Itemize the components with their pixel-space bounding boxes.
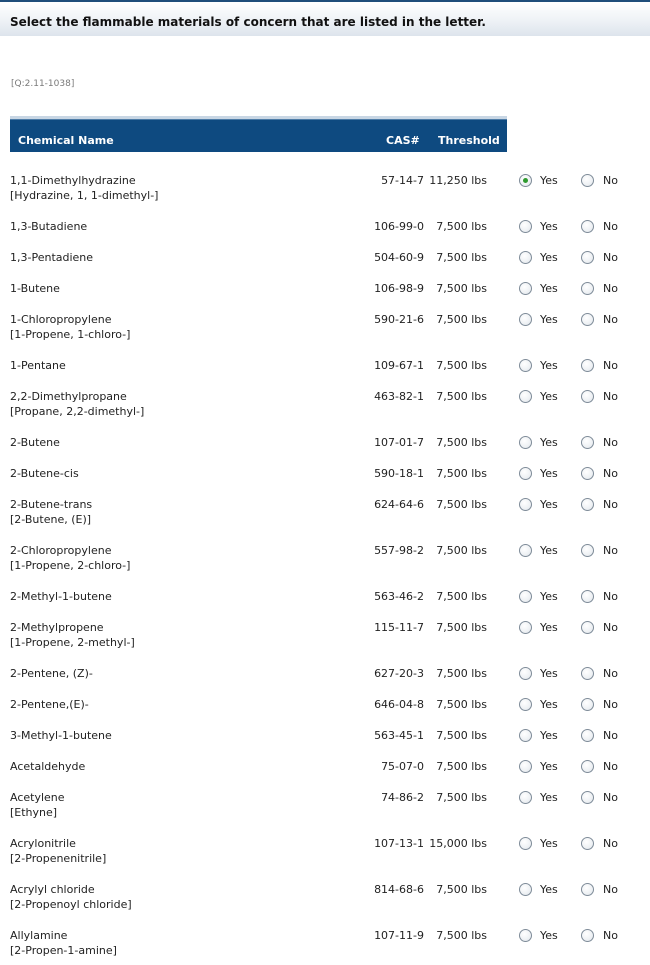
chemical-primary-name: Acetylene <box>10 791 65 804</box>
chemical-primary-name: 2-Methyl-1-butene <box>10 590 112 603</box>
chemical-name <box>10 589 112 604</box>
chemical-name <box>10 389 144 419</box>
chemical-name <box>10 759 85 774</box>
no-radio[interactable] <box>581 760 594 773</box>
yes-radio[interactable] <box>519 498 532 511</box>
threshold-value: 7,500 lbs <box>436 282 487 295</box>
yes-label[interactable]: Yes <box>540 544 558 557</box>
cas-number: 557-98-2 <box>374 544 424 557</box>
chemical-name <box>10 466 79 481</box>
no-label[interactable]: No <box>603 791 618 804</box>
cas-number: 504-60-9 <box>374 251 424 264</box>
yes-radio[interactable] <box>519 791 532 804</box>
yes-label[interactable]: Yes <box>540 220 558 233</box>
threshold-value: 7,500 lbs <box>436 590 487 603</box>
yes-radio[interactable] <box>519 467 532 480</box>
column-header-chemical-name: Chemical Name <box>18 134 114 147</box>
no-radio[interactable] <box>581 544 594 557</box>
yes-label[interactable]: Yes <box>540 698 558 711</box>
chemical-primary-name: 2-Butene <box>10 436 60 449</box>
yes-radio[interactable] <box>519 174 532 187</box>
no-label[interactable]: No <box>603 436 618 449</box>
chemical-name <box>10 928 117 958</box>
no-label[interactable]: No <box>603 313 618 326</box>
cas-number: 107-01-7 <box>374 436 424 449</box>
chemical-primary-name: 2-Methylpropene <box>10 621 104 634</box>
chemical-synonym: [Hydrazine, 1, 1-dimethyl-] <box>10 189 159 202</box>
chemical-primary-name: 1-Chloropropylene <box>10 313 112 326</box>
cas-number: 107-11-9 <box>374 929 424 942</box>
cas-number: 624-64-6 <box>374 498 424 511</box>
chemical-name <box>10 435 60 450</box>
chemical-primary-name: 1,3-Butadiene <box>10 220 88 233</box>
yes-label[interactable]: Yes <box>540 729 558 742</box>
chemical-name <box>10 836 106 866</box>
yes-label[interactable]: Yes <box>540 467 558 480</box>
no-radio[interactable] <box>581 590 594 603</box>
table-header <box>10 119 507 152</box>
chemical-primary-name: Acetaldehyde <box>10 760 86 773</box>
chemical-primary-name: Acrylyl chloride <box>10 883 95 896</box>
threshold-value: 11,250 lbs <box>429 174 487 187</box>
cas-number: 563-45-1 <box>374 729 424 742</box>
chemical-primary-name: 2-Butene-cis <box>10 467 79 480</box>
chemical-primary-name: 2-Butene-trans <box>10 498 93 511</box>
yes-label[interactable]: Yes <box>540 390 558 403</box>
no-radio[interactable] <box>581 174 594 187</box>
no-radio[interactable] <box>581 467 594 480</box>
chemical-synonym: [2-Propenoyl chloride] <box>10 898 132 911</box>
chemical-name <box>10 882 132 912</box>
cas-number: 463-82-1 <box>374 390 424 403</box>
no-radio[interactable] <box>581 837 594 850</box>
chemical-name <box>10 358 66 373</box>
threshold-value: 7,500 lbs <box>436 436 487 449</box>
no-radio[interactable] <box>581 729 594 742</box>
yes-label[interactable]: Yes <box>540 498 558 511</box>
threshold-value: 7,500 lbs <box>436 359 487 372</box>
yes-label[interactable]: Yes <box>540 251 558 264</box>
yes-label[interactable]: Yes <box>540 791 558 804</box>
no-radio[interactable] <box>581 313 594 326</box>
column-header-cas: CAS# <box>386 134 420 147</box>
threshold-value: 7,500 lbs <box>436 791 487 804</box>
chemical-name <box>10 790 65 820</box>
yes-label[interactable]: Yes <box>540 667 558 680</box>
no-radio[interactable] <box>581 220 594 233</box>
yes-radio[interactable] <box>519 390 532 403</box>
chemical-primary-name: 1,3-Pentadiene <box>10 251 94 264</box>
no-label[interactable]: No <box>603 544 618 557</box>
question-id: [Q:2.11-1038] <box>11 79 75 89</box>
yes-label[interactable]: Yes <box>540 760 558 773</box>
yes-radio[interactable] <box>519 436 532 449</box>
threshold-value: 7,500 lbs <box>436 220 487 233</box>
yes-radio[interactable] <box>519 282 532 295</box>
chemical-primary-name: 2-Pentene, (Z)- <box>10 667 93 680</box>
yes-label[interactable]: Yes <box>540 359 558 372</box>
threshold-value: 7,500 lbs <box>436 544 487 557</box>
threshold-value: 7,500 lbs <box>436 698 487 711</box>
chemical-primary-name: 2-Chloropropylene <box>10 544 112 557</box>
yes-radio[interactable] <box>519 760 532 773</box>
cas-number: 75-07-0 <box>381 760 424 773</box>
chemical-primary-name: 1-Butene <box>10 282 60 295</box>
no-label[interactable]: No <box>603 359 618 372</box>
threshold-value: 7,500 lbs <box>436 667 487 680</box>
no-label[interactable]: No <box>603 251 618 264</box>
no-label[interactable]: No <box>603 282 618 295</box>
no-radio[interactable] <box>581 436 594 449</box>
threshold-value: 7,500 lbs <box>436 729 487 742</box>
no-label[interactable]: No <box>603 929 618 942</box>
no-label[interactable]: No <box>603 590 618 603</box>
no-label[interactable]: No <box>603 729 618 742</box>
cas-number: 590-18-1 <box>374 467 424 480</box>
cas-number: 646-04-8 <box>374 698 424 711</box>
cas-number: 814-68-6 <box>374 883 424 896</box>
no-label[interactable]: No <box>603 621 618 634</box>
no-label[interactable]: No <box>603 883 618 896</box>
no-radio[interactable] <box>581 498 594 511</box>
chemical-name <box>10 697 89 712</box>
cas-number: 563-46-2 <box>374 590 424 603</box>
yes-label[interactable]: Yes <box>540 621 558 634</box>
no-radio[interactable] <box>581 359 594 372</box>
cas-number: 106-99-0 <box>374 220 424 233</box>
chemical-name <box>10 250 93 265</box>
no-radio[interactable] <box>581 282 594 295</box>
threshold-value: 7,500 lbs <box>436 929 487 942</box>
threshold-value: 7,500 lbs <box>436 467 487 480</box>
chemical-synonym: [2-Propen-1-amine] <box>10 944 117 957</box>
yes-radio[interactable] <box>519 544 532 557</box>
chemical-synonym: [Propane, 2,2-dimethyl-] <box>10 405 145 418</box>
cas-number: 106-98-9 <box>374 282 424 295</box>
question-header <box>0 0 650 36</box>
yes-label[interactable]: Yes <box>540 174 558 187</box>
yes-label[interactable]: Yes <box>540 282 558 295</box>
cas-number: 57-14-7 <box>381 174 424 187</box>
cas-number: 627-20-3 <box>374 667 424 680</box>
yes-radio[interactable] <box>519 929 532 942</box>
chemical-name <box>10 666 93 681</box>
threshold-value: 7,500 lbs <box>436 760 487 773</box>
yes-label[interactable]: Yes <box>540 590 558 603</box>
threshold-value: 7,500 lbs <box>436 313 487 326</box>
yes-label[interactable]: Yes <box>540 929 558 942</box>
no-radio[interactable] <box>581 698 594 711</box>
no-radio[interactable] <box>581 390 594 403</box>
no-radio[interactable] <box>581 929 594 942</box>
chemical-name <box>10 219 87 234</box>
yes-label[interactable]: Yes <box>540 436 558 449</box>
no-radio[interactable] <box>581 621 594 634</box>
threshold-value: 7,500 lbs <box>436 621 487 634</box>
threshold-value: 7,500 lbs <box>436 883 487 896</box>
no-label[interactable]: No <box>603 467 618 480</box>
chemical-synonym: [1-Propene, 2-chloro-] <box>10 559 131 572</box>
chemical-primary-name: 1,1-Dimethylhydrazine <box>10 174 136 187</box>
yes-label[interactable]: Yes <box>540 837 558 850</box>
cas-number: 590-21-6 <box>374 313 424 326</box>
chemical-name <box>10 281 60 296</box>
chemical-name <box>10 173 158 203</box>
chemical-primary-name: 2,2-Dimethylpropane <box>10 390 127 403</box>
no-label[interactable]: No <box>603 498 618 511</box>
chemical-name <box>10 620 135 650</box>
no-label[interactable]: No <box>603 698 618 711</box>
yes-radio[interactable] <box>519 590 532 603</box>
yes-label[interactable]: Yes <box>540 313 558 326</box>
no-label[interactable]: No <box>603 390 618 403</box>
chemical-synonym: [1-Propene, 1-chloro-] <box>10 328 131 341</box>
threshold-value: 7,500 lbs <box>436 498 487 511</box>
cas-number: 109-67-1 <box>374 359 424 372</box>
yes-radio[interactable] <box>519 313 532 326</box>
no-label[interactable]: No <box>603 837 618 850</box>
chemical-synonym: [2-Butene, (E)] <box>10 513 92 526</box>
yes-radio[interactable] <box>519 220 532 233</box>
yes-radio[interactable] <box>519 837 532 850</box>
chemical-name <box>10 312 130 342</box>
no-label[interactable]: No <box>603 174 618 187</box>
yes-radio[interactable] <box>519 667 532 680</box>
cas-number: 74-86-2 <box>381 791 424 804</box>
yes-radio[interactable] <box>519 621 532 634</box>
threshold-value: 7,500 lbs <box>436 390 487 403</box>
yes-radio[interactable] <box>519 729 532 742</box>
yes-radio[interactable] <box>519 359 532 372</box>
no-label[interactable]: No <box>603 667 618 680</box>
chemical-synonym: [2-Propenenitrile] <box>10 852 107 865</box>
no-label[interactable]: No <box>603 220 618 233</box>
yes-radio[interactable] <box>519 698 532 711</box>
chemical-primary-name: 2-Pentene,(E)- <box>10 698 89 711</box>
threshold-value: 7,500 lbs <box>436 251 487 264</box>
chemical-primary-name: 1-Pentane <box>10 359 66 372</box>
no-radio[interactable] <box>581 883 594 896</box>
cas-number: 115-11-7 <box>374 621 424 634</box>
chemical-primary-name: Allylamine <box>10 929 68 942</box>
chemical-primary-name: Acrylonitrile <box>10 837 76 850</box>
chemical-synonym: [1-Propene, 2-methyl-] <box>10 636 135 649</box>
cas-number: 107-13-1 <box>374 837 424 850</box>
no-label[interactable]: No <box>603 760 618 773</box>
yes-radio[interactable] <box>519 251 532 264</box>
chemical-name <box>10 497 92 527</box>
chemical-name <box>10 728 112 743</box>
chemical-name <box>10 543 130 573</box>
column-header-threshold: Threshold <box>438 134 500 147</box>
question-text: Select the flammable materials of concern that are listed in the letter. <box>10 15 486 29</box>
chemical-primary-name: 3-Methyl-1-butene <box>10 729 112 742</box>
yes-label[interactable]: Yes <box>540 883 558 896</box>
chemical-synonym: [Ethyne] <box>10 806 58 819</box>
threshold-value: 15,000 lbs <box>429 837 487 850</box>
no-radio[interactable] <box>581 791 594 804</box>
yes-radio[interactable] <box>519 883 532 896</box>
no-radio[interactable] <box>581 667 594 680</box>
no-radio[interactable] <box>581 251 594 264</box>
